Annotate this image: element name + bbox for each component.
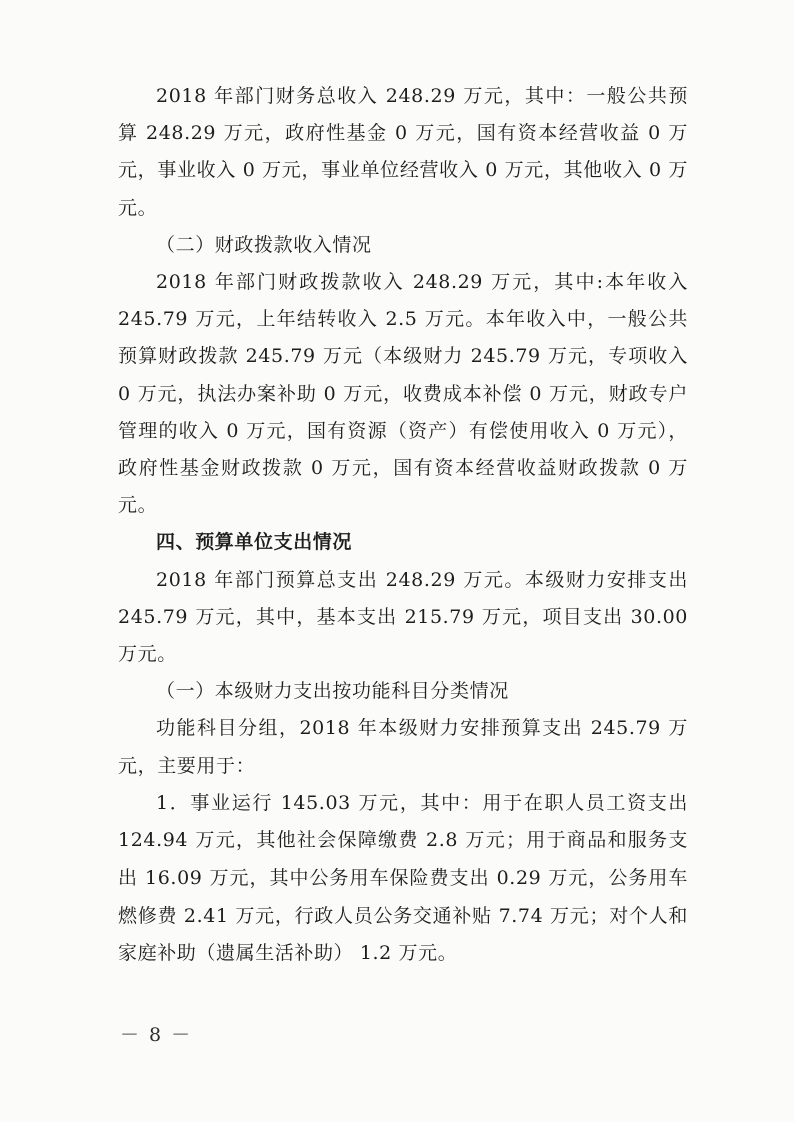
document-body — [118, 78, 688, 973]
page-number: － 8 － — [120, 1024, 193, 1046]
paragraph-expenditure-total: 2018 年部门预算总支出 248.29 万元。本级财力安排支出 245.79 万元，其中，基本支出 215.79 万元，项目支出 30.00 万元。 — [118, 568, 688, 666]
heading-section-four: 四、预算单位支出情况 — [156, 531, 353, 554]
paragraph-income-total: 2018 年部门财务总收入 248.29 万元，其中：一般公共预算 248.29 万元，政府性基金 0 万元，国有资本经营收益 0 万元，事业收入 0 万元，事业单位经营收入 0 万元，其他收入 0 万元。 — [118, 85, 688, 219]
heading-fiscal-allocation: （二）财政拨款收入情况 — [156, 233, 372, 256]
heading-functional-classification: （一）本级财力支出按功能科目分类情况 — [156, 680, 509, 703]
paragraph-fiscal-allocation: 2018 年部门财政拨款收入 248.29 万元，其中:本年收入 245.79 万元，上年结转收入 2.5 万元。本年收入中，一般公共预算财政拨款 245.79 万元（本级财力 245.79 万元，专项收入 0 万元，执法办案补助 0 万元，收费成本补偿 0 万元，财政专户管理的收入 0 万元，国有资源（资产）有偿使用收入 0 万元），政府性基金财政拨款 0 万元，国有资本经营收益财政拨款 0 万元。 — [118, 271, 688, 517]
list-item-one: 1．事业运行 145.03 万元，其中：用于在职人员工资支出 124.94 万元，其他社会保障缴费 2.8 万元；用于商品和服务支出 16.09 万元，其中公务用车保险费支出 0.29 万元，公务用车燃修费 2.41 万元，行政人员公务交通补贴 7.74 万元；对个人和家庭补助（遗属生活补助） 1.2 万元。 — [118, 791, 688, 965]
paragraph-functional-intro: 功能科目分组，2018 年本级财力安排预算支出 245.79 万元，主要用于： — [118, 717, 688, 777]
